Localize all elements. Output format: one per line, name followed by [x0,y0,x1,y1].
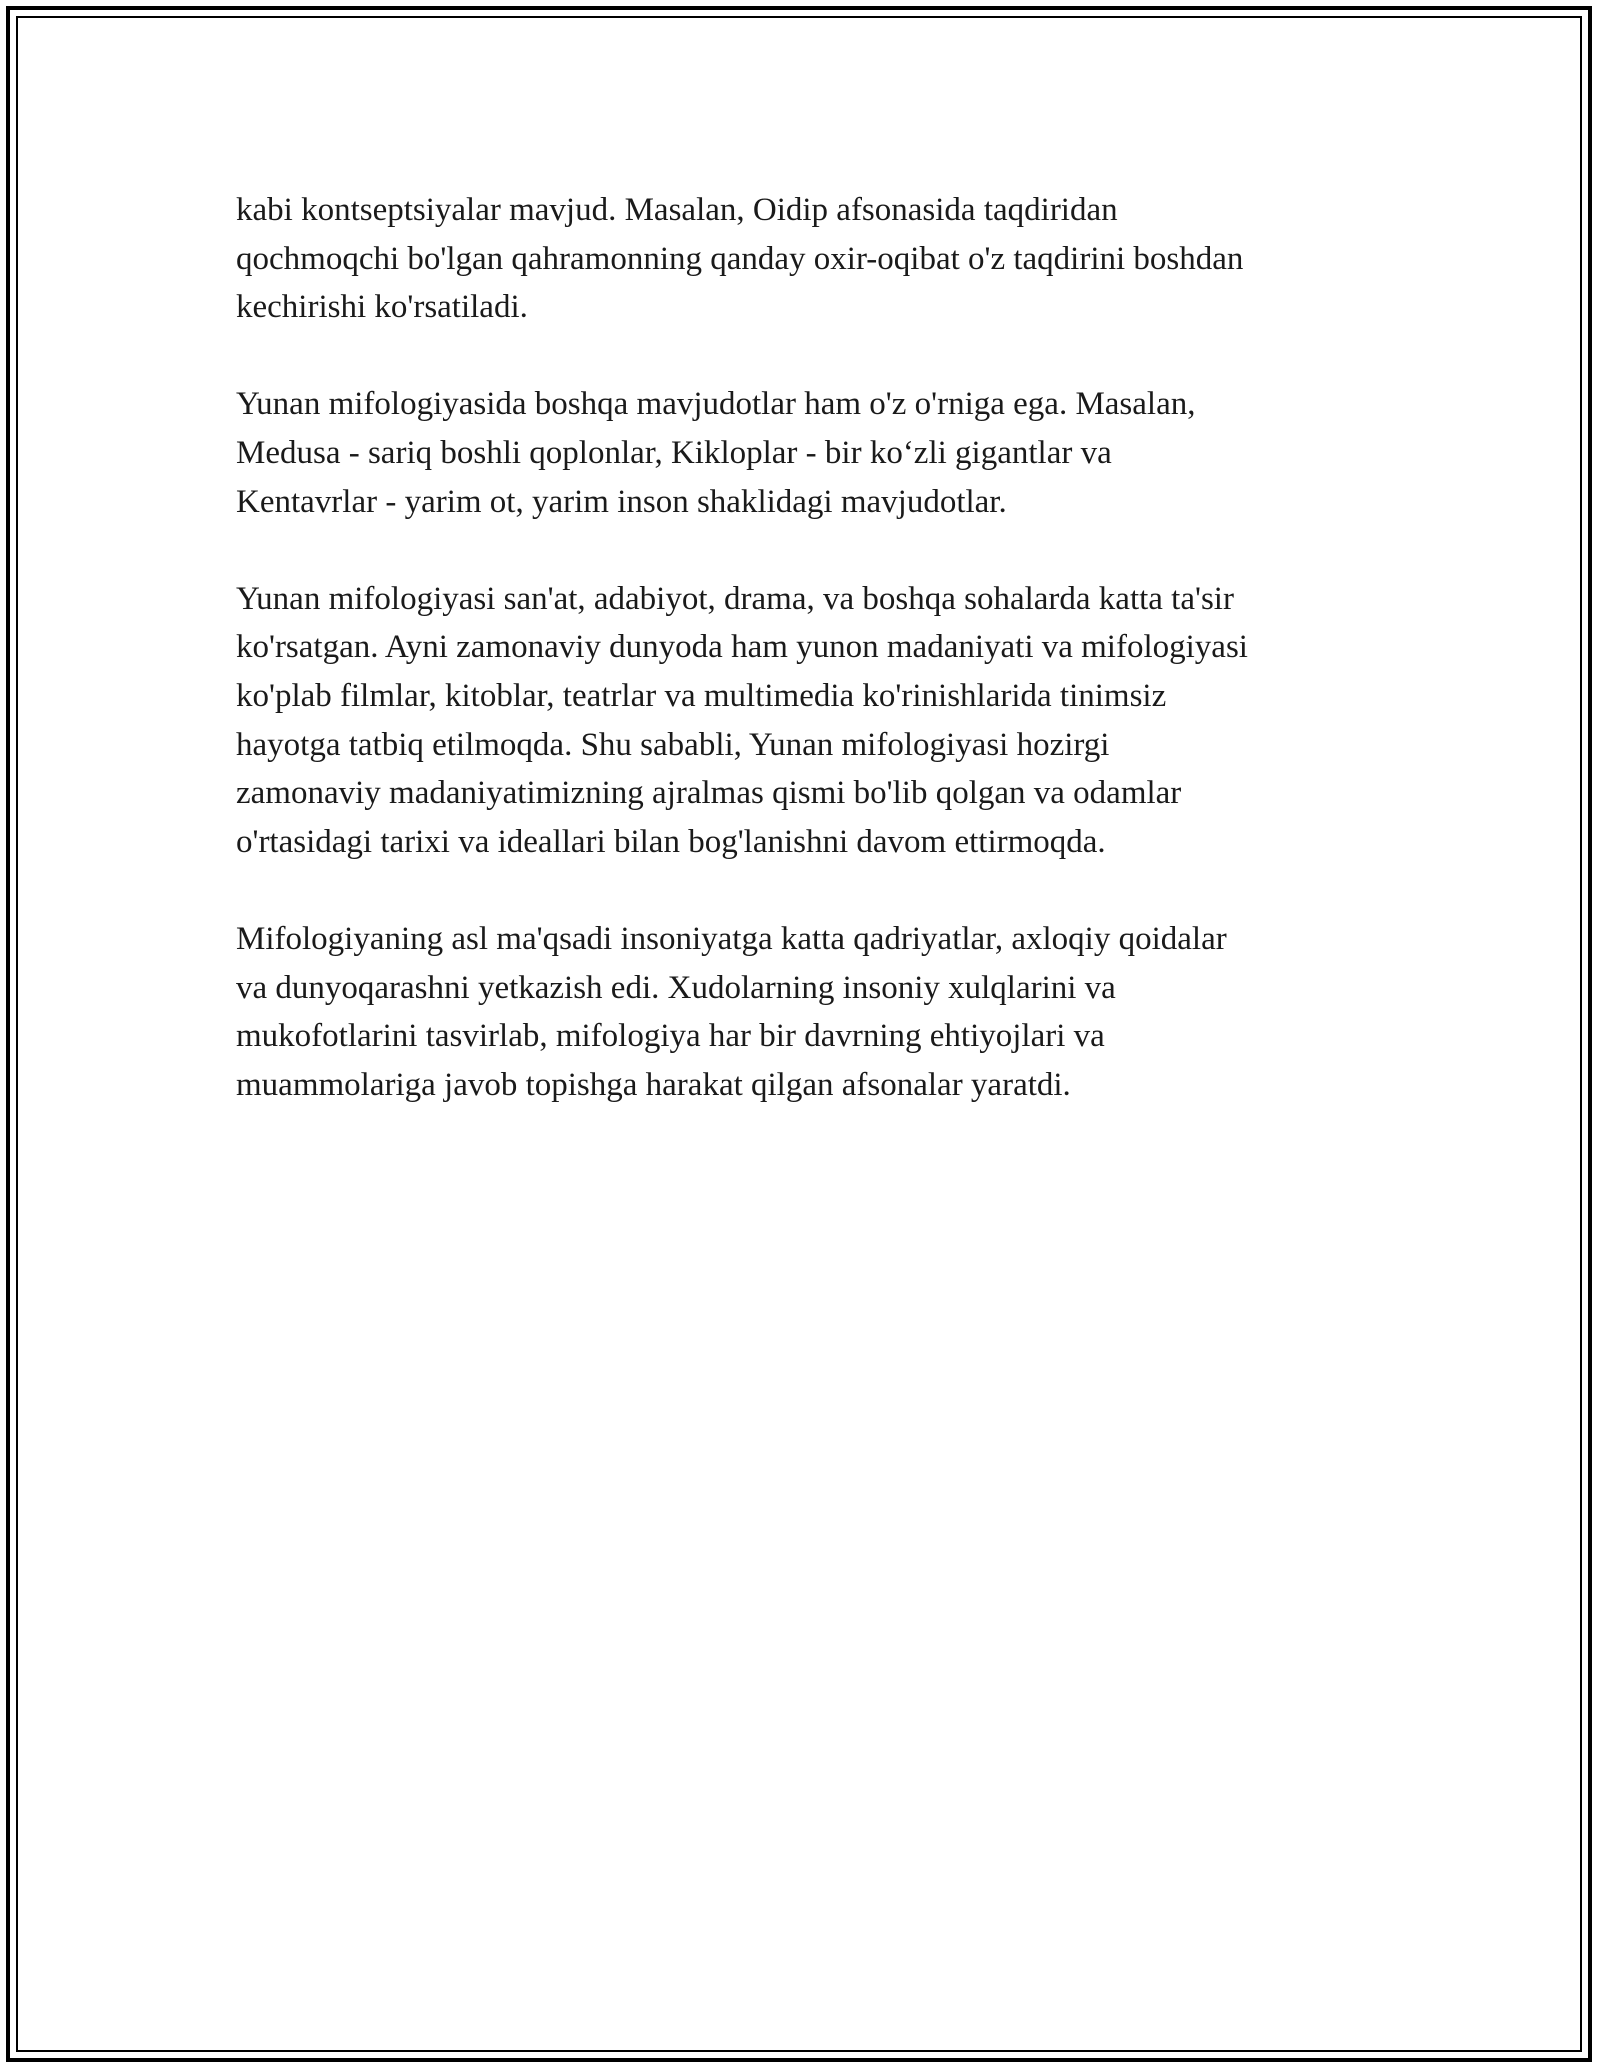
paragraph-2: Yunan mifologiyasida boshqa mavjudotlar ham o'z o'rniga ega. Masalan, Medusa - sariq boshli qoplonlar, Kikloplar - bir ko‘zli gigantlar va Kentavrlar - yarim ot, yarim inson shaklidagi mavjudotlar. [236,386,1196,520]
document-body [236,186,1366,1158]
paragraph-4: Mifologiyaning asl ma'qsadi insoniyatga katta qadriyatlar, axloqiy qoidalar va dunyoqarashni yetkazish edi. Xudolarning insoniy xulqlarini va mukofotlarini tasvirlab, mifologiya har bir davrning ehtiyojlari va muammolariga javob topishga harakat qilgan afsonalar yaratdi. [236,920,1227,1103]
paragraph-3: Yunan mifologiyasi san'at, adabiyot, drama, va boshqa sohalarda katta ta'sir ko'rsatgan. Ayni zamonaviy dunyoda ham yunon madaniyati va mifologiyasi ko'plab filmlar, kitoblar, teatrlar va multimedia ko'rinishlarida tinimsiz hayotga tatbiq etilmoqda. Shu sababli, Yunan mifologiyasi hozirgi zamonaviy madaniyatimizning ajralmas qismi bo'lib qolgan va odamlar o'rtasidagi tarixi va ideallari bilan bog'lanishni davom ettirmoqda. [236,580,1248,860]
paragraph-1: kabi kontseptsiyalar mavjud. Masalan, Oidip afsonasida taqdiridan qochmoqchi bo'lgan qahramonning qanday oxir-oqibat o'z taqdirini boshdan kechirishi ko'rsatiladi. [236,192,1244,326]
